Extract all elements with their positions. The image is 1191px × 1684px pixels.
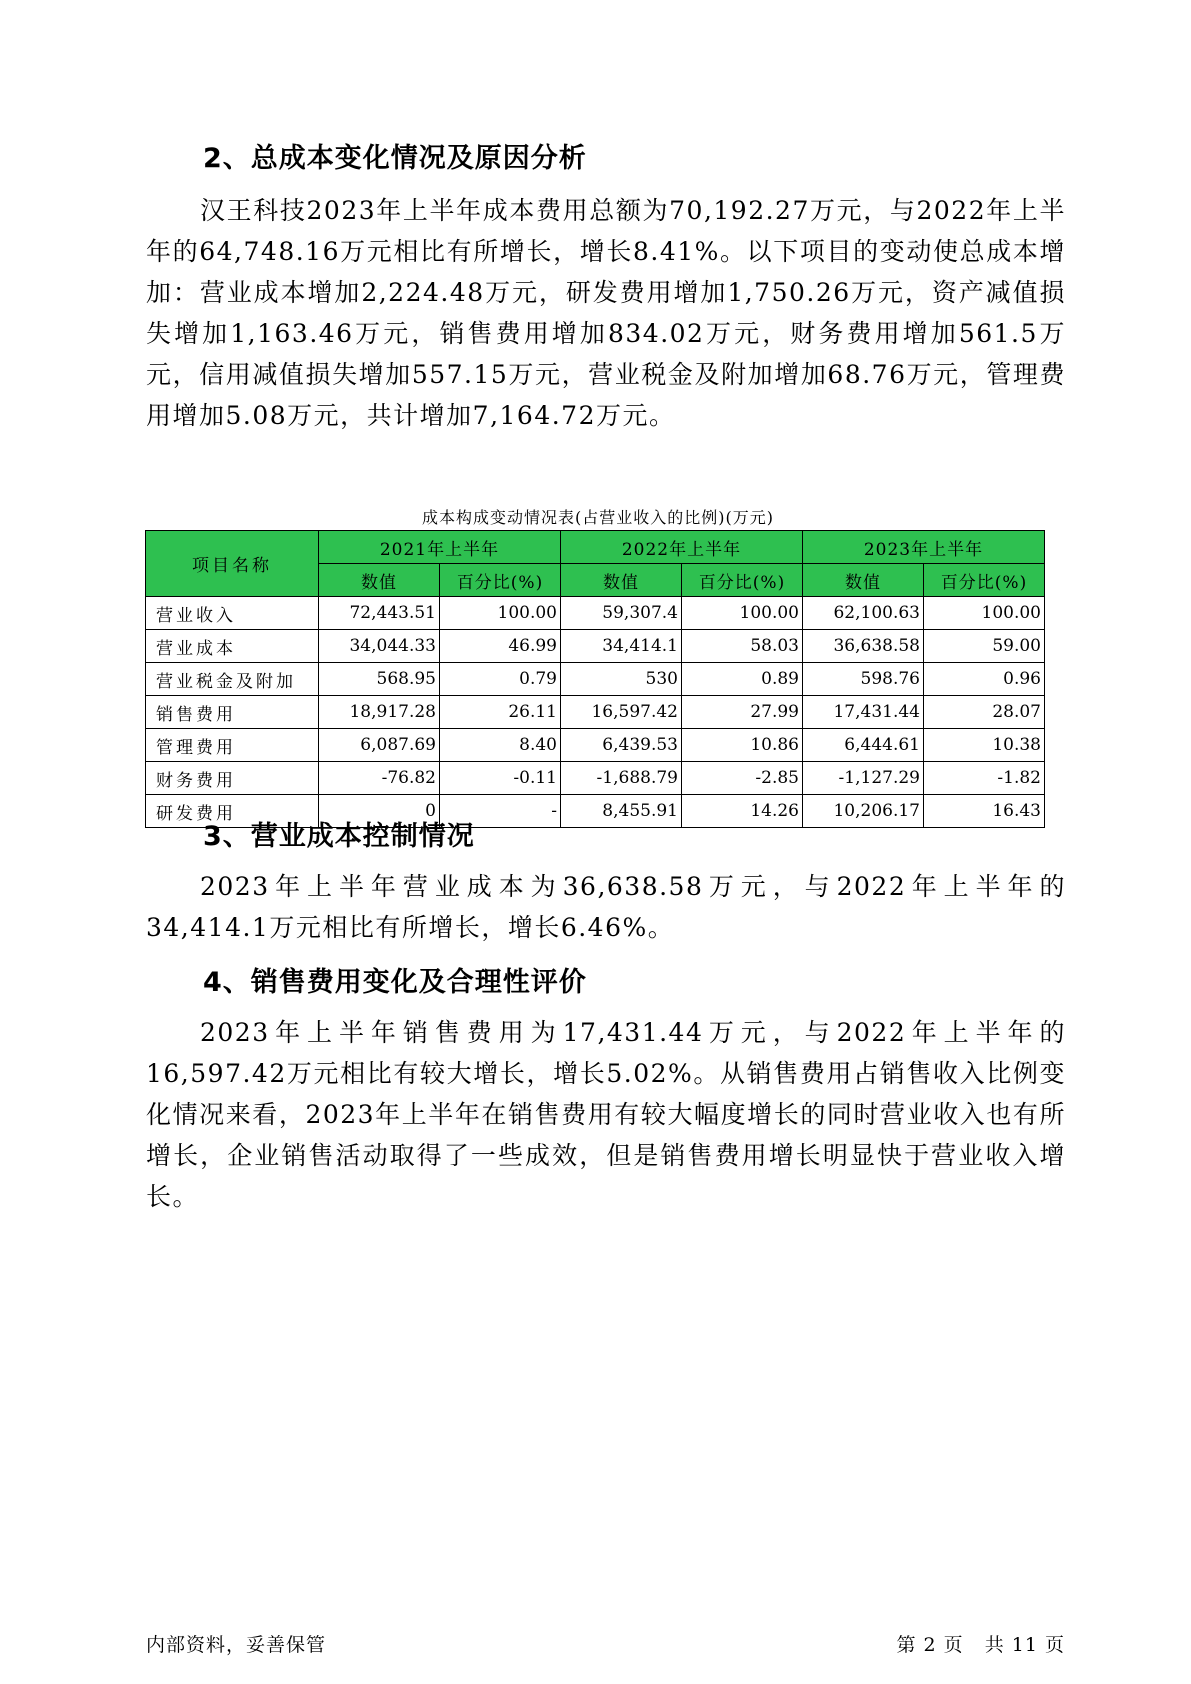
header-period: 2023年上半年 <box>803 531 1045 564</box>
cell-percent: 16.43 <box>924 795 1045 828</box>
cell-percent: 8.40 <box>440 729 561 762</box>
section-3-paragraph: 2023年上半年营业成本为36,638.58万元，与2022年上半年的34,414.1万元相比有所增长，增长6.46%。 <box>146 872 1066 942</box>
header-value: 数值 <box>561 564 682 597</box>
cell-percent: 14.26 <box>682 795 803 828</box>
row-item-name: 财务费用 <box>146 762 319 795</box>
row-item-name: 研发费用 <box>146 795 319 828</box>
section-2-heading: 2、总成本变化情况及原因分析 <box>203 143 587 174</box>
cell-value: 34,414.1 <box>561 630 682 663</box>
section-2-paragraph: 汉王科技2023年上半年成本费用总额为70,192.27万元，与2022年上半年的64,748.16万元相比有所增长，增长8.41%。以下项目的变动使总成本增加：营业成本增加2,224.48万元，研发费用增加1,750.26万元，资产减值损失增加1,163.46万元，销售费用增加834.02万元，财务费用增加561.5万元，信用减值损失增加557.15万元，营业税金及附加增加68.76万元，管理费用增加5.08万元，共计增加7,164.72万元。 <box>146 196 1066 430</box>
cell-percent: 100.00 <box>440 597 561 630</box>
header-value: 数值 <box>803 564 924 597</box>
table-row <box>146 597 1045 630</box>
table-row <box>146 729 1045 762</box>
cell-value: 17,431.44 <box>803 696 924 729</box>
row-item-name: 营业税金及附加 <box>146 663 319 696</box>
cell-percent: 100.00 <box>682 597 803 630</box>
cell-percent: 46.99 <box>440 630 561 663</box>
cell-value: 8,455.91 <box>561 795 682 828</box>
cell-percent: - <box>440 795 561 828</box>
cell-percent: 10.38 <box>924 729 1045 762</box>
cell-percent: 0.96 <box>924 663 1045 696</box>
cell-percent: 100.00 <box>924 597 1045 630</box>
table-row <box>146 696 1045 729</box>
cell-percent: 0.89 <box>682 663 803 696</box>
table-header-row-periods <box>146 531 1045 564</box>
table-row <box>146 663 1045 696</box>
row-item-name: 营业收入 <box>146 597 319 630</box>
cell-percent: 59.00 <box>924 630 1045 663</box>
cell-value: -1,127.29 <box>803 762 924 795</box>
footer-page-number: 第 2 页 共 11 页 <box>896 1634 1065 1656</box>
cell-value: 0 <box>319 795 440 828</box>
header-item-name: 项目名称 <box>146 531 319 597</box>
table-row <box>146 630 1045 663</box>
footer-confidential-note: 内部资料，妥善保管 <box>146 1634 327 1656</box>
cell-value: 62,100.63 <box>803 597 924 630</box>
section-3-heading: 3、营业成本控制情况 <box>203 821 475 852</box>
cell-value: 6,439.53 <box>561 729 682 762</box>
cell-percent: 10.86 <box>682 729 803 762</box>
cell-value: 530 <box>561 663 682 696</box>
cell-value: 6,444.61 <box>803 729 924 762</box>
cell-percent: 0.79 <box>440 663 561 696</box>
row-item-name: 营业成本 <box>146 630 319 663</box>
cell-percent: 27.99 <box>682 696 803 729</box>
cell-value: 34,044.33 <box>319 630 440 663</box>
cell-value: 18,917.28 <box>319 696 440 729</box>
cell-value: -1,688.79 <box>561 762 682 795</box>
cell-percent: 28.07 <box>924 696 1045 729</box>
cell-value: 598.76 <box>803 663 924 696</box>
header-percent: 百分比(%) <box>682 564 803 597</box>
cell-percent: 26.11 <box>440 696 561 729</box>
header-percent: 百分比(%) <box>924 564 1045 597</box>
cell-percent: -0.11 <box>440 762 561 795</box>
cell-value: 16,597.42 <box>561 696 682 729</box>
cell-value: -76.82 <box>319 762 440 795</box>
row-item-name: 销售费用 <box>146 696 319 729</box>
cell-percent: -1.82 <box>924 762 1045 795</box>
cell-value: 59,307.4 <box>561 597 682 630</box>
cell-percent: -2.85 <box>682 762 803 795</box>
table-body <box>146 597 1045 828</box>
cell-value: 72,443.51 <box>319 597 440 630</box>
header-period: 2021年上半年 <box>319 531 561 564</box>
header-period: 2022年上半年 <box>561 531 803 564</box>
row-item-name: 管理费用 <box>146 729 319 762</box>
table-caption: 成本构成变动情况表(占营业收入的比例)(万元) <box>422 508 774 527</box>
cell-value: 10,206.17 <box>803 795 924 828</box>
section-4-heading: 4、销售费用变化及合理性评价 <box>203 967 587 998</box>
header-value: 数值 <box>319 564 440 597</box>
cell-value: 36,638.58 <box>803 630 924 663</box>
table-row <box>146 762 1045 795</box>
cell-value: 568.95 <box>319 663 440 696</box>
header-percent: 百分比(%) <box>440 564 561 597</box>
section-4-paragraph: 2023年上半年销售费用为17,431.44万元，与2022年上半年的16,597.42万元相比有较大增长，增长5.02%。从销售费用占销售收入比例变化情况来看，2023年上半年在销售费用有较大幅度增长的同时营业收入也有所增长，企业销售活动取得了一些成效，但是销售费用增长明显快于营业收入增长。 <box>146 1018 1066 1211</box>
cost-structure-table <box>145 530 1045 828</box>
cell-value: 6,087.69 <box>319 729 440 762</box>
cell-percent: 58.03 <box>682 630 803 663</box>
